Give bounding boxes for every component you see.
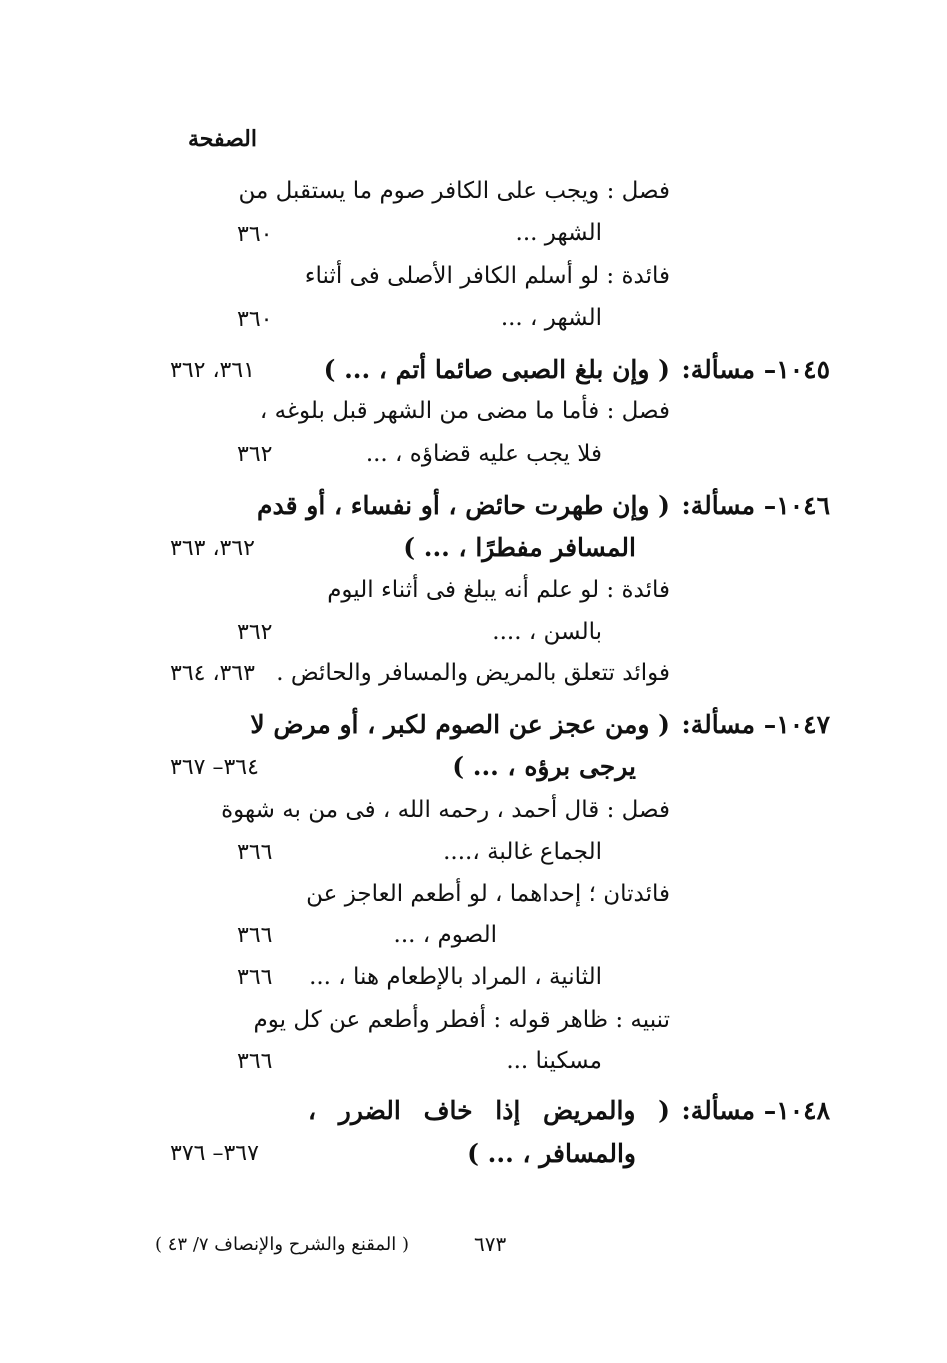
entry-text-line: الشهر ، ... xyxy=(500,305,602,331)
entry-text-line: المسافر مفطرًا ، ... ) xyxy=(403,533,636,562)
page-reference: ٣٦٤– ٣٦٧ xyxy=(170,755,259,780)
entry-text-line: فائدة : لو أسلم الكافر الأصلى فى أثناء xyxy=(304,263,670,289)
entry-text-line: ( وإن بلغ الصبى صائما أتم ، ... ) xyxy=(323,355,670,384)
page-reference: ٣٦٦ xyxy=(237,1049,273,1074)
page-reference: ٣٦١، ٣٦٢ xyxy=(170,358,255,383)
masala-number: ١٠٤٥– مسألة: xyxy=(681,355,830,384)
page-reference: ٣٦٦ xyxy=(237,965,273,990)
entry-text-line: تنبيه : ظاهر قوله : أفطر وأطعم عن كل يوم xyxy=(253,1007,670,1033)
page-reference: ٣٦٢، ٣٦٣ xyxy=(170,536,255,561)
page-reference: ٣٦٠ xyxy=(237,222,273,247)
page-column-heading: الصفحة xyxy=(187,126,257,152)
page-reference: ٣٦٢ xyxy=(237,442,273,467)
page-reference: ٣٦٦ xyxy=(237,923,273,948)
page-reference: ٣٦٦ xyxy=(237,840,273,865)
page-reference: ٣٦٣، ٣٦٤ xyxy=(170,661,255,686)
entry-text-line: مسكينا ... xyxy=(506,1048,602,1074)
entry-text-line: الجماع غالبة ،.... xyxy=(443,839,602,865)
source-note: ( المقنع والشرح والإنصاف ٧/ ٤٣ ) xyxy=(155,1234,409,1255)
entry-text-line: فصل : ويجب على الكافر صوم ما يستقبل من xyxy=(238,178,670,204)
masala-number: ١٠٤٨– مسألة: xyxy=(681,1096,830,1125)
entry-text-line: يرجى برؤه ، ... ) xyxy=(452,752,636,781)
entry-text-line: الشهر ... xyxy=(515,220,602,246)
entry-text-line: الثانية ، المراد بالإطعام هنا ، ... xyxy=(309,964,602,990)
entry-text-line: فوائد تتعلق بالمريض والمسافر والحائض . xyxy=(276,660,670,686)
masala-number: ١٠٤٧– مسألة: xyxy=(681,710,830,739)
page-reference: ٣٦٢ xyxy=(237,620,273,645)
entry-text-line: ( وإن طهرت حائض ، أو نفساء ، أو قدم xyxy=(257,491,670,520)
page-reference: ٣٦٠ xyxy=(237,307,273,332)
page-reference: ٣٦٧– ٣٧٦ xyxy=(170,1141,259,1166)
entry-text-line: والمسافر ، ... ) xyxy=(467,1139,636,1168)
entry-text-line: فصل : فأما ما مضى من الشهر قبل بلوغه ، xyxy=(259,398,670,424)
entry-text-line: ( ومن عجز عن الصوم لكبر ، أو مرض لا xyxy=(250,710,670,739)
entry-text-line: فصل : قال أحمد ، رحمه الله ، فى من به شهوة xyxy=(221,797,670,823)
entry-text-line: الصوم ، ... xyxy=(393,922,497,948)
entry-text-line: فائدتان ؛ إحداهما ، لو أطعم العاجز عن xyxy=(306,881,670,907)
page-number: ٦٧٣ xyxy=(474,1232,507,1256)
entry-text-line: بالسن ، .... xyxy=(492,619,602,645)
entry-text-line: فلا يجب عليه قضاؤه ، ... xyxy=(365,441,602,467)
entry-text-line: فائدة : لو علم أنه يبلغ فى أثناء اليوم xyxy=(327,577,670,603)
entry-text-line: ( والمريض إذا خاف الضرر ، xyxy=(307,1096,670,1125)
masala-number: ١٠٤٦– مسألة: xyxy=(681,491,830,520)
